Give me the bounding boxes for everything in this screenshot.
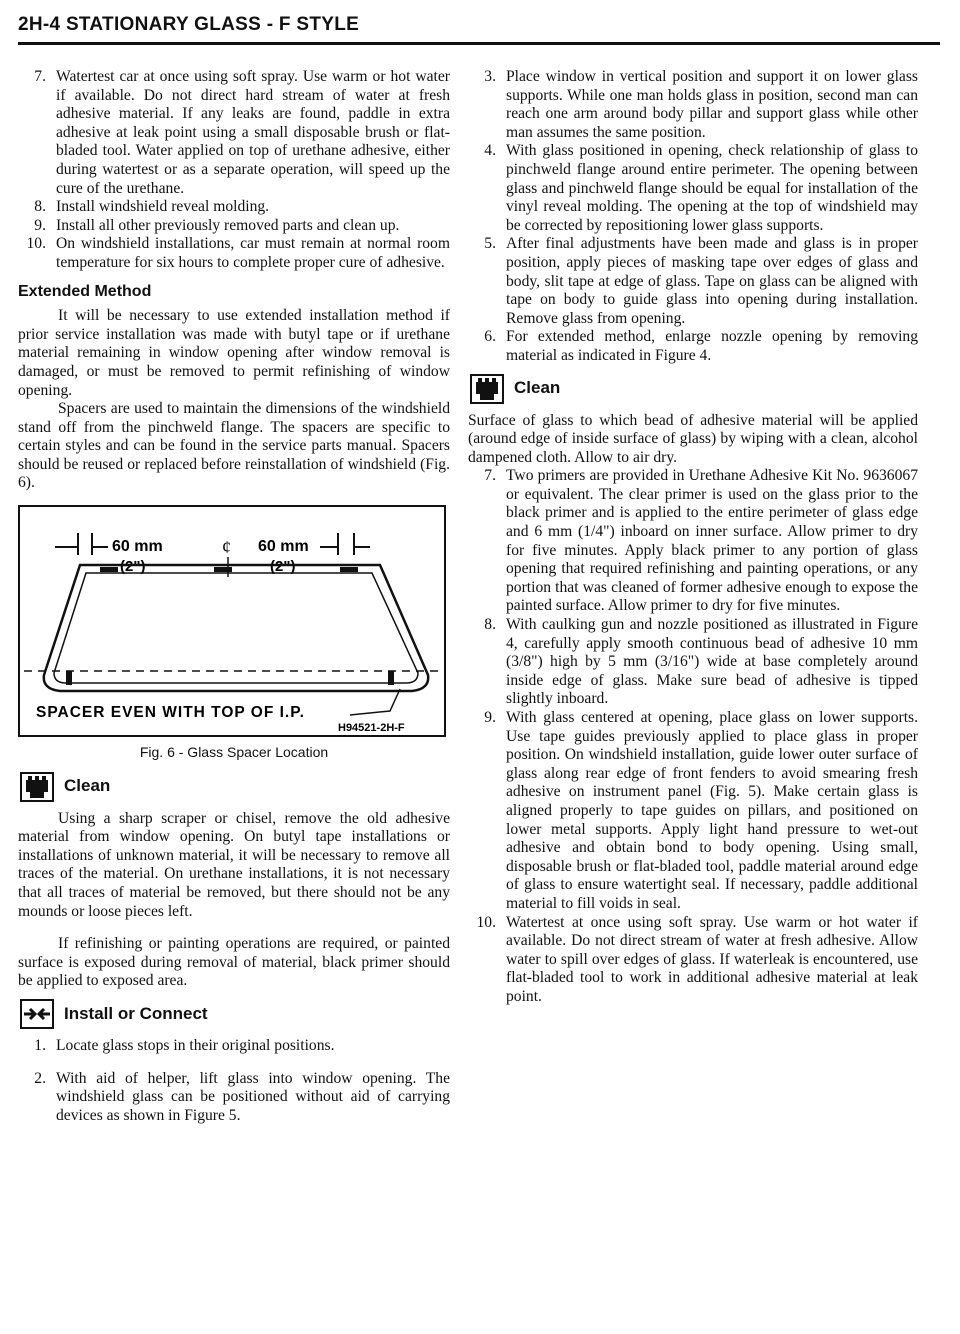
step-item: 5. After final adjustments have been made and glass is in proper position, apply pieces of masking tape over edges of glass and body, slit tape at edge of glass. Tape on glass can be aligned with tape on body to guide glass into opening during installation. Remove glass from opening. (484, 235, 918, 327)
paragraph: Using a sharp scraper or chisel, remove the old adhesive material from window opening. On butyl tape installations or installations of unknown material, it will be necessary to remove all traces of the material. On urethane installations, it is not necessary that all traces of material be removed, but there should not be any mounds or loose pieces left. (18, 809, 450, 920)
spacer-top-left (100, 567, 118, 572)
dim-left-inch: (2") (120, 558, 146, 576)
paragraph: It will be necessary to use extended installation method if prior service installation was made with butyl tape or if urethane material remaining in window opening after window removal is damaged, or must be removed to permit refinishing of window opening. (18, 307, 450, 399)
page-header (18, 12, 940, 40)
clean-icon (470, 374, 504, 404)
step-item: 10. On windshield installations, car must remain at normal room temperature for six hours to complete proper cure of adhesive. (26, 235, 450, 271)
step-item: 10. Watertest at once using soft spray. Use warm or hot water if available. Do not direct stream of water at fresh adhesive. Allow water to spill over edges of glass. If waterleak is encountered, use flat-bladed tool to work in additional adhesive material at leak point. (476, 913, 918, 1005)
step-item: 6. For extended method, enlarge nozzle opening by removing material as indicated in Figure 4. (484, 328, 918, 364)
clean-heading: Clean (20, 772, 450, 802)
leader-line (350, 689, 400, 715)
extended-method-heading: Extended Method (18, 282, 152, 300)
dim-right-label: 60 mm (258, 538, 309, 556)
spacer-top-right (340, 567, 358, 572)
dim-left-label: 60 mm (112, 538, 163, 556)
windshield-inner (54, 573, 418, 683)
windshield-diagram (20, 507, 444, 735)
step-item: 4. With glass positioned in opening, check relationship of glass to pinchweld flange around entire perimeter. The opening between glass and pinchweld flange should be equal for installation of the vinyl reveal molding. The opening at the top of windshield may be corrected by repositioning lower glass supports. (484, 142, 918, 234)
dim-right-inch: (2") (270, 558, 296, 576)
paragraph: If refinishing or painting operations are required, or painted surface is exposed during removal of material, black primer should be applied to exposed area. (18, 935, 450, 990)
spacer-bottom-right (388, 671, 394, 685)
paragraph: Surface of glass to which bead of adhesive material will be applied (around edge of inside surface of glass) by wiping with a clean, alcohol dampened cloth. Allow to air dry. (468, 411, 918, 466)
glass-spacer-figure (18, 505, 446, 737)
clean-icon (20, 772, 54, 802)
paragraph: Spacers are used to maintain the dimensions of the windshield stand off from the pinchweld flange. The spacers are specific to certain styles and can be found in the service parts manual. Spacers should be reused or replaced before reinstallation of windshield (Fig. 6). (18, 400, 450, 492)
install-heading: Install or Connect (20, 999, 450, 1029)
step-item: 7. Watertest car at once using soft spray. Use warm or hot water if available. Do not direct hard stream of water at fresh adhesive material. If any leaks are found, paddle in extra adhesive at leak point using a small disposable brush or flat-bladed tool. Water applied on top of urethane adhesive, either during watertest or as a separate operation, will speed up the cure of the urethane. (34, 68, 450, 197)
header-rule (18, 42, 940, 45)
windshield-outer (44, 565, 428, 691)
clean-heading: Clean (470, 374, 918, 404)
step-item: 1. Locate glass stops in their original positions. (34, 1037, 335, 1054)
centerline-symbol: ¢ (222, 537, 231, 558)
step-item: 2. With aid of helper, lift glass into window opening. The windshield glass can be positioned without aid of carrying devices as shown in Figure 5. (34, 1069, 450, 1124)
figure-code: H94521-2H-F (338, 722, 405, 735)
spacer-top-center (214, 567, 232, 572)
figure-caption: Fig. 6 - Glass Spacer Location (139, 744, 329, 761)
step-item: 3. Place window in vertical position and support it on lower glass supports. While one man holds glass in position, second man can reach one arm around body pillar and support glass while other man assumes the same position. (484, 68, 918, 141)
step-item: 9. Install all other previously removed parts and clean up. (34, 216, 400, 234)
right-column (468, 68, 918, 1007)
left-column (18, 68, 450, 1125)
step-item: 9. With glass centered at opening, place glass on lower supports. Use tape guides previously applied to place glass in proper position. On windshield installation, guide lower outer surface of glass along rear edge of front fenders to avoid smearing fresh adhesive on instrument panel (Fig. 5). Make certain glass is aligned properly to tape guides on pillars, and positioned on lower metal supports. Apply light hand pressure to wet-out adhesive and obtain bond to body opening. Using small, disposable brush or flat-bladed tool, paddle material around edge of glass to ensure watertight seal. If necessary, paddle additional material to fill voids in seal. (484, 709, 918, 912)
step-item: 8. Install windshield reveal molding. (34, 198, 270, 216)
step-item: 8. With caulking gun and nozzle positioned as illustrated in Figure 4, carefully apply smooth continuous bead of adhesive 10 mm (3/8") high by 5 mm (3/16") wide at base completely around inside edge of glass. Make sure bead of adhesive is tipped slightly inboard. (484, 616, 918, 708)
spacer-label: SPACER EVEN WITH TOP OF I.P. (36, 704, 305, 722)
install-connect-icon (20, 999, 54, 1029)
step-item: 7. Two primers are provided in Urethane Adhesive Kit No. 9636067 or equivalent. The clear primer is used on the glass prior to the black primer and is applied to the entire perimeter of glass edge and 6 mm (1/4") inboard on inner surface. Allow primer to dry for five minutes. Apply black primer to any portion of glass opening that required refinishing and painting operations, or any portion that was cleaned of former adhesive enough to expose the painted surface. Allow primer to dry for five minutes. (484, 467, 918, 615)
page-title: 2H-4 STATIONARY GLASS - F STYLE (18, 14, 360, 35)
spacer-bottom-left (66, 671, 72, 685)
